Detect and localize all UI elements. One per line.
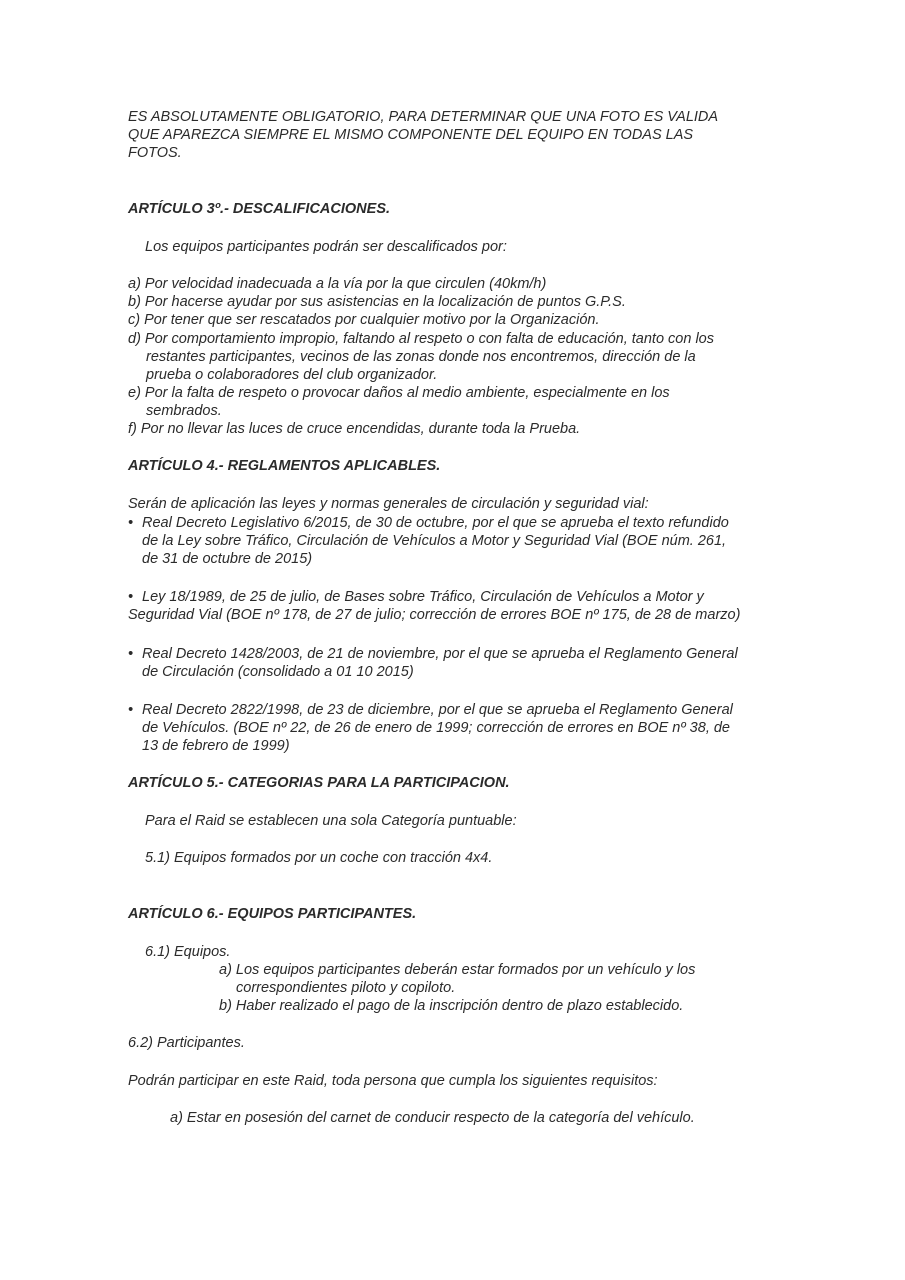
article-5-heading: ARTÍCULO 5.- CATEGORIAS PARA LA PARTICIPACION. bbox=[128, 775, 510, 791]
bullet-icon: • bbox=[128, 646, 134, 662]
list-item: a) Por velocidad inadecuada a la vía por la que circulen (40km/h) bbox=[128, 276, 547, 292]
regulation-3-line-2: de Circulación (consolidado a 01 10 2015) bbox=[142, 664, 414, 680]
regulation-1-line-3: de 31 de octubre de 2015) bbox=[142, 551, 313, 567]
list-item-continuation: restantes participantes, vecinos de las zonas donde nos encontremos, dirección de la bbox=[146, 349, 696, 365]
list-item: c) Por tener que ser rescatados por cualquier motivo por la Organización. bbox=[128, 312, 600, 328]
list-item: f) Por no llevar las luces de cruce encendidas, durante toda la Prueba. bbox=[128, 421, 581, 437]
regulation-2-line-1: Ley 18/1989, de 25 de julio, de Bases sobre Tráfico, Circulación de Vehículos a Motor y bbox=[142, 589, 704, 605]
regulation-1-line-2: de la Ley sobre Tráfico, Circulación de Vehículos a Motor y Seguridad Vial (BOE núm. 261, bbox=[142, 533, 727, 549]
regulation-4-line-3: 13 de febrero de 1999) bbox=[142, 738, 290, 754]
article-4-lead: Serán de aplicación las leyes y normas generales de circulación y seguridad vial: bbox=[128, 496, 649, 512]
intro-line-1: ES ABSOLUTAMENTE OBLIGATORIO, PARA DETERMINAR QUE UNA FOTO ES VALIDA bbox=[128, 109, 719, 125]
list-item: b) Por hacerse ayudar por sus asistencias en la localización de puntos G.P.S. bbox=[128, 294, 626, 310]
article-5-item: 5.1) Equipos formados por un coche con tracción 4x4. bbox=[145, 850, 493, 866]
regulation-4-line-2: de Vehículos. (BOE nº 22, de 26 de enero de 1999; corrección de errores en BOE nº 38, de bbox=[142, 720, 731, 736]
article-6-item-b: b) Haber realizado el pago de la inscripción dentro de plazo establecido. bbox=[219, 998, 684, 1014]
article-3-heading: ARTÍCULO 3º.- DESCALIFICACIONES. bbox=[128, 201, 391, 217]
article-6-heading: ARTÍCULO 6.- EQUIPOS PARTICIPANTES. bbox=[128, 906, 417, 922]
regulation-2-line-2: Seguridad Vial (BOE nº 178, de 27 de julio; corrección de errores BOE nº 175, de 28 de marzo) bbox=[128, 607, 741, 623]
regulation-4-line-1: Real Decreto 2822/1998, de 23 de diciembre, por el que se aprueba el Reglamento General bbox=[142, 702, 733, 718]
intro-line-2: QUE APAREZCA SIEMPRE EL MISMO COMPONENTE DEL EQUIPO EN TODAS LAS bbox=[128, 127, 694, 143]
regulation-1-line-1: Real Decreto Legislativo 6/2015, de 30 de octubre, por el que se aprueba el texto refundido bbox=[142, 515, 729, 531]
article-6-item-a-line-1: a) Los equipos participantes deberán estar formados por un vehículo y los bbox=[219, 962, 696, 978]
list-item: e) Por la falta de respeto o provocar daños al medio ambiente, especialmente en los bbox=[128, 385, 670, 401]
article-4-heading: ARTÍCULO 4.- REGLAMENTOS APLICABLES. bbox=[128, 458, 441, 474]
list-item-continuation: prueba o colaboradores del club organizador. bbox=[146, 367, 438, 383]
list-item: d) Por comportamiento impropio, faltando al respeto o con falta de educación, tanto con los bbox=[128, 331, 714, 347]
article-6-item-a-line-2: correspondientes piloto y copiloto. bbox=[236, 980, 456, 996]
regulation-3-line-1: Real Decreto 1428/2003, de 21 de noviembre, por el que se aprueba el Reglamento General bbox=[142, 646, 738, 662]
bullet-icon: • bbox=[128, 702, 134, 718]
article-6-sub-1: 6.1) Equipos. bbox=[145, 944, 231, 960]
list-item-continuation: sembrados. bbox=[146, 403, 222, 419]
article-3-lead: Los equipos participantes podrán ser descalificados por: bbox=[145, 239, 507, 255]
bullet-icon: • bbox=[128, 515, 134, 531]
intro-line-3: FOTOS. bbox=[128, 145, 182, 161]
article-6-requirement-a: a) Estar en posesión del carnet de conducir respecto de la categoría del vehículo. bbox=[170, 1110, 695, 1126]
article-6-sub-2: 6.2) Participantes. bbox=[128, 1035, 245, 1051]
bullet-icon: • bbox=[128, 589, 134, 605]
article-6-lead: Podrán participar en este Raid, toda persona que cumpla los siguientes requisitos: bbox=[128, 1073, 658, 1089]
article-5-lead: Para el Raid se establecen una sola Categoría puntuable: bbox=[145, 813, 517, 829]
